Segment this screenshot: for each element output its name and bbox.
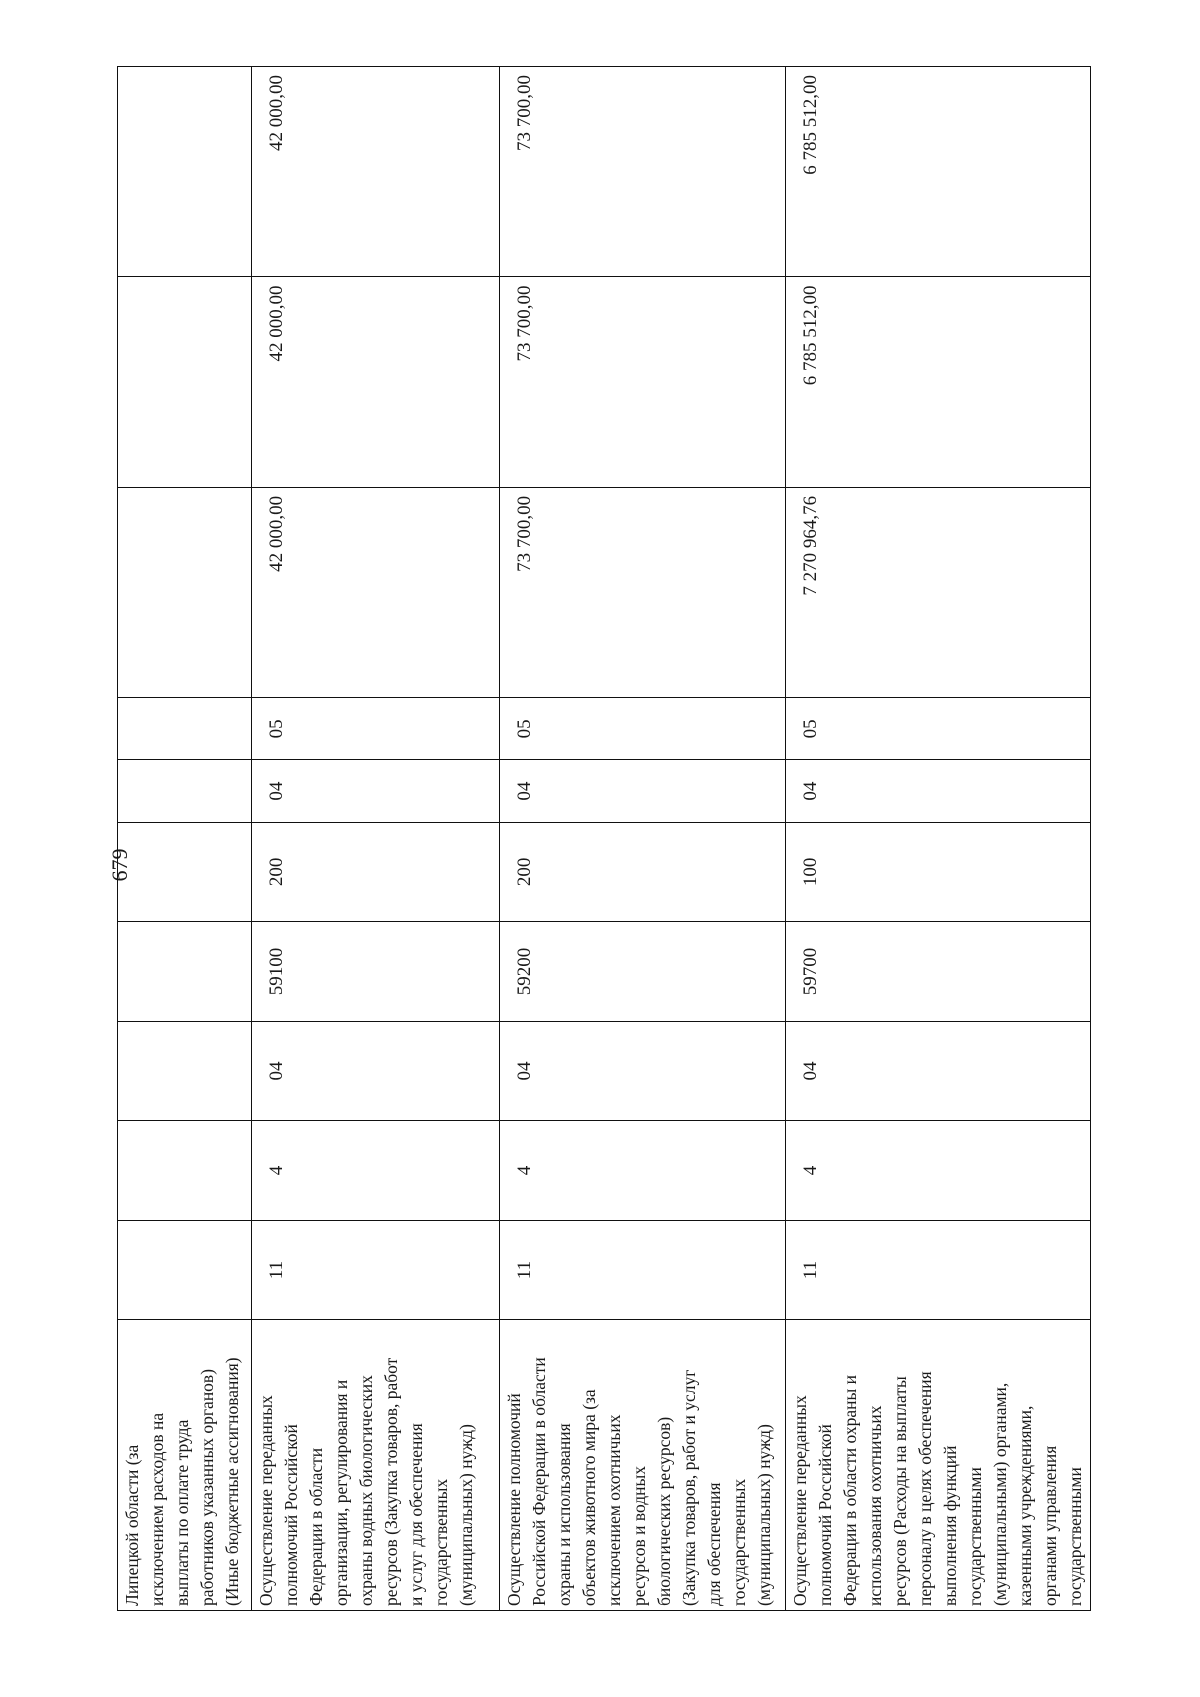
amount-3-cell: 6 785 512,00 [786,67,1091,277]
description-line: ресурсов (Закупка товаров, работ [381,1357,401,1606]
code-cell-c6: 04 [786,760,1091,822]
description-line: объектов животного мира (за [579,1389,599,1606]
description-line: Российской Федерации в области [529,1357,549,1606]
code-cell-c5: 200 [500,822,786,922]
description-line: государственными [965,1467,985,1606]
amount-2-cell: 42 000,00 [252,277,500,487]
code-cell-c4: 59200 [500,922,786,1022]
description-line: Липецкой области (за [122,1444,142,1606]
code-cell-c5: 100 [786,822,1091,922]
code-cell-c4: 59100 [252,922,500,1022]
table-row [118,67,252,1611]
rotated-table-wrapper [117,66,1089,1611]
code-cell-c3: 04 [500,1021,786,1121]
code-cell-c1 [118,1220,252,1320]
code-cell-c6 [118,760,252,822]
description-line: (муниципальных) нужд) [754,1424,774,1606]
description-line: Федерации в области [306,1447,326,1606]
description-line: полномочий Российской [281,1424,301,1606]
amount-1-cell [118,487,252,697]
description-line: выплаты по оплате труда [172,1419,192,1606]
code-cell-c3 [118,1021,252,1121]
code-cell-c1: 11 [500,1220,786,1320]
page-number: 679 [107,848,132,882]
description-line: органами управления [1040,1445,1060,1606]
amount-3-cell: 42 000,00 [252,67,500,277]
code-cell-c7 [118,698,252,760]
amount-2-cell [118,277,252,487]
amount-3-cell: 73 700,00 [500,67,786,277]
description-line: биологических ресурсов) [654,1416,674,1606]
description-line: охраны и использования [554,1423,574,1606]
code-cell-c5 [118,822,252,922]
description-line: ресурсов (Расходы на выплаты [890,1376,910,1606]
description-line: охраны водных биологических [356,1375,376,1606]
code-cell-c3: 04 [252,1021,500,1121]
budget-table [117,66,1091,1611]
description-line: (Иные бюджетные ассигнования) [222,1357,242,1606]
code-cell-c3: 04 [786,1021,1091,1121]
code-cell-c6: 04 [500,760,786,822]
code-cell-c7: 05 [252,698,500,760]
description-line: Осуществление переданных [256,1395,276,1606]
table-row [500,67,786,1611]
description-line: (муниципальными) органами, [990,1382,1010,1606]
code-cell-c5: 200 [252,822,500,922]
description-line: исключением расходов на [147,1412,167,1606]
description-cell [500,1320,786,1611]
description-line: Осуществление полномочий [504,1393,524,1606]
description-line: выполнения функций [940,1445,960,1606]
description-line: государственными [1065,1467,1085,1606]
table-row [786,67,1091,1611]
amount-1-cell: 73 700,00 [500,487,786,697]
description-line: и услуг для обеспечения [406,1423,426,1606]
code-cell-c4 [118,922,252,1022]
description-line: Федерации в области охраны и [840,1375,860,1606]
description-cell [786,1320,1091,1611]
amount-2-cell: 6 785 512,00 [786,277,1091,487]
table-row [252,67,500,1611]
code-cell-c1: 11 [786,1220,1091,1320]
description-cell [252,1320,500,1611]
description-line: государственных [431,1478,451,1606]
description-line: (Закупка товаров, работ и услуг [679,1369,699,1606]
description-line: работников указанных органов) [197,1368,217,1606]
code-cell-c2: 4 [500,1121,786,1221]
description-line: (муниципальных) нужд) [456,1424,476,1606]
amount-2-cell: 73 700,00 [500,277,786,487]
code-cell-c6: 04 [252,760,500,822]
description-line: государственных [729,1478,749,1606]
description-line: персоналу в целях обеспечения [915,1371,935,1606]
description-line: использования охотничьих [865,1405,885,1606]
amount-1-cell: 42 000,00 [252,487,500,697]
amount-3-cell [118,67,252,277]
description-line: организации, регулирования и [331,1379,351,1606]
code-cell-c2 [118,1121,252,1221]
code-cell-c1: 11 [252,1220,500,1320]
description-line: исключением охотничьих [604,1414,624,1606]
description-line: казенными учреждениями, [1015,1405,1035,1606]
amount-1-cell: 7 270 964,76 [786,487,1091,697]
description-line: Осуществление переданных [790,1395,810,1606]
description-line: ресурсов и водных [629,1465,649,1606]
description-cell [118,1320,252,1611]
code-cell-c2: 4 [786,1121,1091,1221]
code-cell-c4: 59700 [786,922,1091,1022]
code-cell-c7: 05 [500,698,786,760]
description-line: для обеспечения [704,1482,724,1606]
code-cell-c7: 05 [786,698,1091,760]
code-cell-c2: 4 [252,1121,500,1221]
description-line: полномочий Российской [815,1424,835,1606]
